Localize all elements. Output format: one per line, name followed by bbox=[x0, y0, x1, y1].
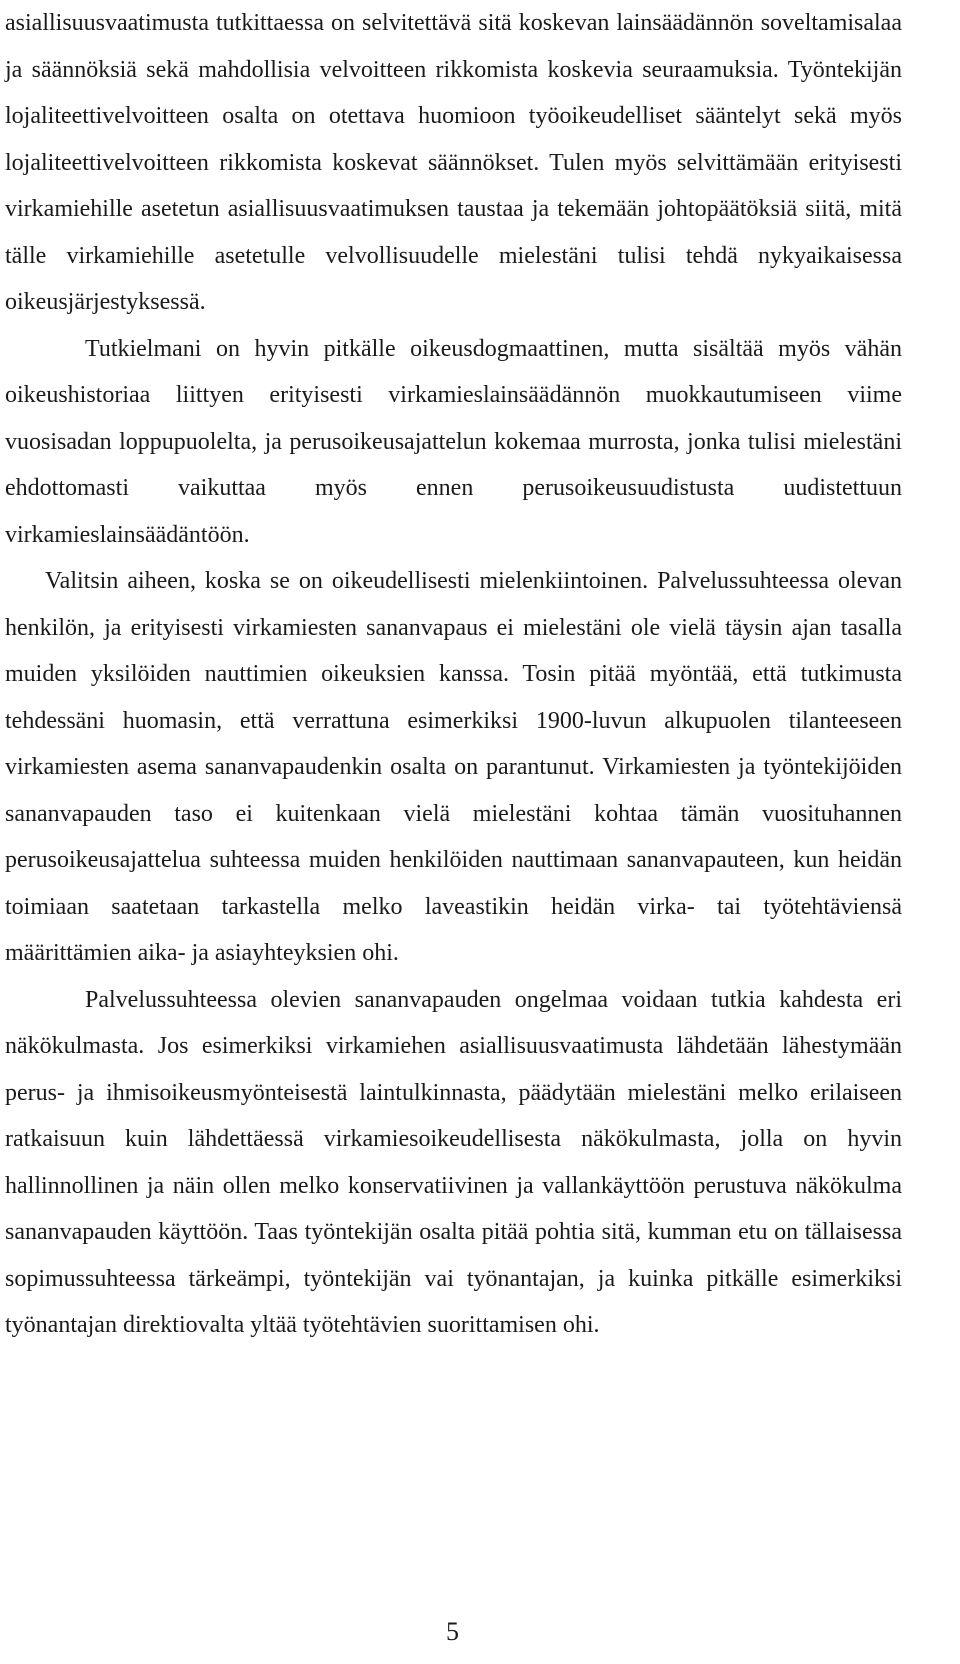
paragraph-research-method: Tutkielmani on hyvin pitkälle oikeusdogmaattinen, mutta sisältää myös vähän oikeushistoriaa liittyen erityisesti virkamieslainsäädännön muokkautumiseen viime vuosisadan loppupuolelta, ja perusoikeusajattelun kokemaa murrosta, jonka tulisi mielestäni ehdottomasti vaikuttaa myös ennen perusoikeusuudistusta uudistettuun virkamieslainsäädäntöön. bbox=[5, 335, 902, 548]
paragraph-perspectives: Palvelussuhteessa olevien sananvapauden ongelmaa voidaan tutkia kahdesta eri näkökulmasta. Jos esimerkiksi virkamiehen asiallisuusvaatimusta lähdetään lähestymään perus- ja ihmisoikeusmyönteisestä laintulkinnasta, päädytään mielestäni melko erilaiseen ratkaisuun kuin lähdettäessä virkamiesoikeudellisesta näkökulmasta, jolla on hyvin hallinnollinen ja näin ollen melko konservatiivinen ja vallankäyttöön perustuva näkökulma sananvapauden käyttöön. Taas työntekijän osalta pitää pohtia sitä, kumman etu on tällaisessa sopimussuhteessa tärkeämpi, työntekijän vai työnantajan, ja kuinka pitkälle esimerkiksi työnantajan direktiovalta yltää työtehtävien suorittamisen ohi. bbox=[5, 986, 902, 1338]
paragraph-continued: asiallisuusvaatimusta tutkittaessa on selvitettävä sitä koskevan lainsäädännön soveltamisalaa ja säännöksiä sekä mahdollisia velvoitteen rikkomista koskevia seuraamuksia. Työntekijän lojaliteettivelvoitteen osalta on otettava huomioon työoikeudelliset sääntelyt sekä myös lojaliteettivelvoitteen rikkomista koskevat säännökset. Tulen myös selvittämään erityisesti virkamiehille asetetun asiallisuusvaatimuksen taustaa ja tekemään johtopäätöksiä siitä, mitä tälle virkamiehille asetetulle velvollisuudelle mielestäni tulisi tehdä nykyaikaisessa oikeusjärjestyksessä. bbox=[5, 10, 902, 315]
page-number: 5 bbox=[446, 1617, 459, 1646]
paragraph-topic-choice: Valitsin aiheen, koska se on oikeudellisesti mielenkiintoinen. Palvelussuhteessa olevan henkilön, ja erityisesti virkamiesten sananvapaus ei mielestäni ole vielä täysin ajan tasalla muiden yksilöiden nauttimien oikeuksien kanssa. Tosin pitää myöntää, että tutkimusta tehdessäni huomasin, että verrattuna esimerkiksi 1900-luvun alkupuolen tilanteeseen virkamiesten asema sananvapaudenkin osalta on parantunut. Virkamiesten ja työntekijöiden sananvapauden taso ei kuitenkaan vielä mielestäni kohtaa tämän vuosituhannen perusoikeusajattelua suhteessa muiden henkilöiden nauttimaan sananvapauteen, kun heidän toimiaan saatetaan tarkastella melko laveastikin heidän virka- tai työtehtäviensä määrittämien aika- ja asiayhteyksien ohi. bbox=[5, 568, 902, 966]
body-text bbox=[5, 0, 902, 1349]
